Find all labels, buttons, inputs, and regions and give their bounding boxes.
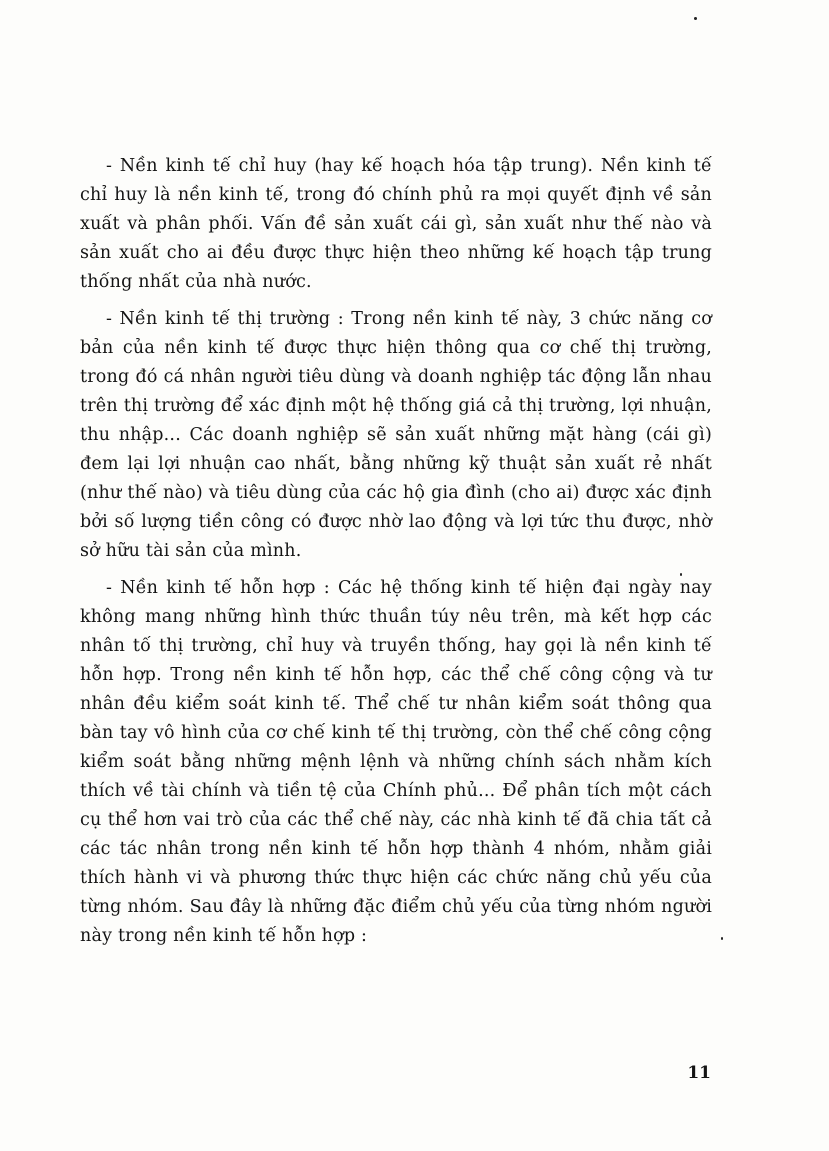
scan-speck xyxy=(721,937,723,940)
scan-speck xyxy=(694,17,697,20)
paragraph-mixed-economy: - Nền kinh tế hỗn hợp : Các hệ thống kinh tế hiện đại ngày nay không mang những hình thức thuần túy nêu trên, mà kết hợp các nhân tố thị trường, chỉ huy và truyền thống, hay gọi là nền kinh tế hỗn hợp. Trong nền kinh tế hỗn hợp, các thể chế công cộng và tư nhân đều kiểm soát kinh tế. Thể chế tư nhân kiểm soát thông qua bàn tay vô hình của cơ chế kinh tế thị trường, còn thể chế công cộng kiểm soát bằng những mệnh lệnh và những chính sách nhằm kích thích về tài chính và tiền tệ của Chính phủ... Để phân tích một cách cụ thể hơn vai trò của các thể chế này, các nhà kinh tế đã chia tất cả các tác nhân trong nền kinh tế hỗn hợp thành 4 nhóm, nhằm giải thích hành vi và phương thức thực hiện các chức năng chủ yếu của từng nhóm. Sau đây là những đặc điểm chủ yếu của từng nhóm người này trong nền kinh tế hỗn hợp : xyxy=(80,578,712,946)
page-number: 11 xyxy=(687,1063,711,1083)
scan-speck xyxy=(680,573,682,576)
paragraph-market-economy: - Nền kinh tế thị trường : Trong nền kinh tế này, 3 chức năng cơ bản của nền kinh tế được thực hiện thông qua cơ chế thị trường, trong đó cá nhân người tiêu dùng và doanh nghiệp tác động lẫn nhau trên thị trường để xác định một hệ thống giá cả thị trường, lợi nhuận, thu nhập... Các doanh nghiệp sẽ sản xuất những mặt hàng (cái gì) đem lại lợi nhuận cao nhất, bằng những kỹ thuật sản xuất rẻ nhất (như thế nào) và tiêu dùng của các hộ gia đình (cho ai) được xác định bởi số lượng tiền công có được nhờ lao động và lợi tức thu được, nhờ sở hữu tài sản của mình. xyxy=(80,309,712,561)
paragraph-command-economy: - Nền kinh tế chỉ huy (hay kế hoạch hóa tập trung). Nền kinh tế chỉ huy là nền kinh tế, trong đó chính phủ ra mọi quyết định về sản xuất và phân phối. Vấn đề sản xuất cái gì, sản xuất như thế nào và sản xuất cho ai đều được thực hiện theo những kế hoạch tập trung thống nhất của nhà nước. xyxy=(80,156,712,292)
body-text xyxy=(80,152,712,959)
